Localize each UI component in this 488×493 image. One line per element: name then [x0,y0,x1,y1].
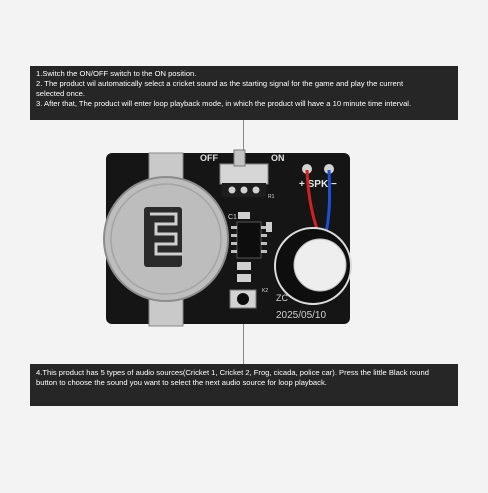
instruction-step-2-cont: selected once. [36,89,85,98]
ic-pin-6 [261,234,267,237]
resistor-pad-1 [237,262,251,270]
ic-pin-2 [231,234,237,237]
ic-pin-8 [261,250,267,253]
instruction-step-2: 2. The product wil automatically select a cricket sound as the starting signal for the game and play the current [36,79,404,88]
label-on: ON [271,153,285,163]
instructions-panel-bottom [30,364,458,406]
smd-part [266,222,272,232]
sound-select-button[interactable] [230,290,256,308]
ic-pin-3 [231,242,237,245]
ic-chip [237,222,261,258]
ic-pin-7 [261,242,267,245]
instruction-step-3: 3. After that, The product will enter loop playback mode, in which the product will have a 10 minute time interval. [36,99,412,108]
ic-pin-1 [231,226,237,229]
label-c1: C1 [228,214,237,221]
capacitor-c1 [238,212,250,219]
label-zc: ZC [276,293,288,303]
speaker-cone [294,239,346,291]
ic-pin-4 [231,250,237,253]
label-off: OFF [200,153,218,163]
label-k2: K2 [262,288,269,294]
resistor-pad-2 [237,274,251,282]
label-r1: R1 [268,194,275,200]
label-spk: + SPK − [299,179,337,190]
instruction-step-4-cont: button to choose the sound you want to select the next audio source for loop playback. [36,378,327,387]
instruction-step-4: 4.This product has 5 types of audio sources(Cricket 1, Cricket 2, Frog, cicada, police car). Press the little Black round [36,368,429,377]
instruction-step-1: 1.Switch the ON/OFF switch to the ON position. [36,69,197,78]
label-date: 2025/05/10 [276,310,327,321]
